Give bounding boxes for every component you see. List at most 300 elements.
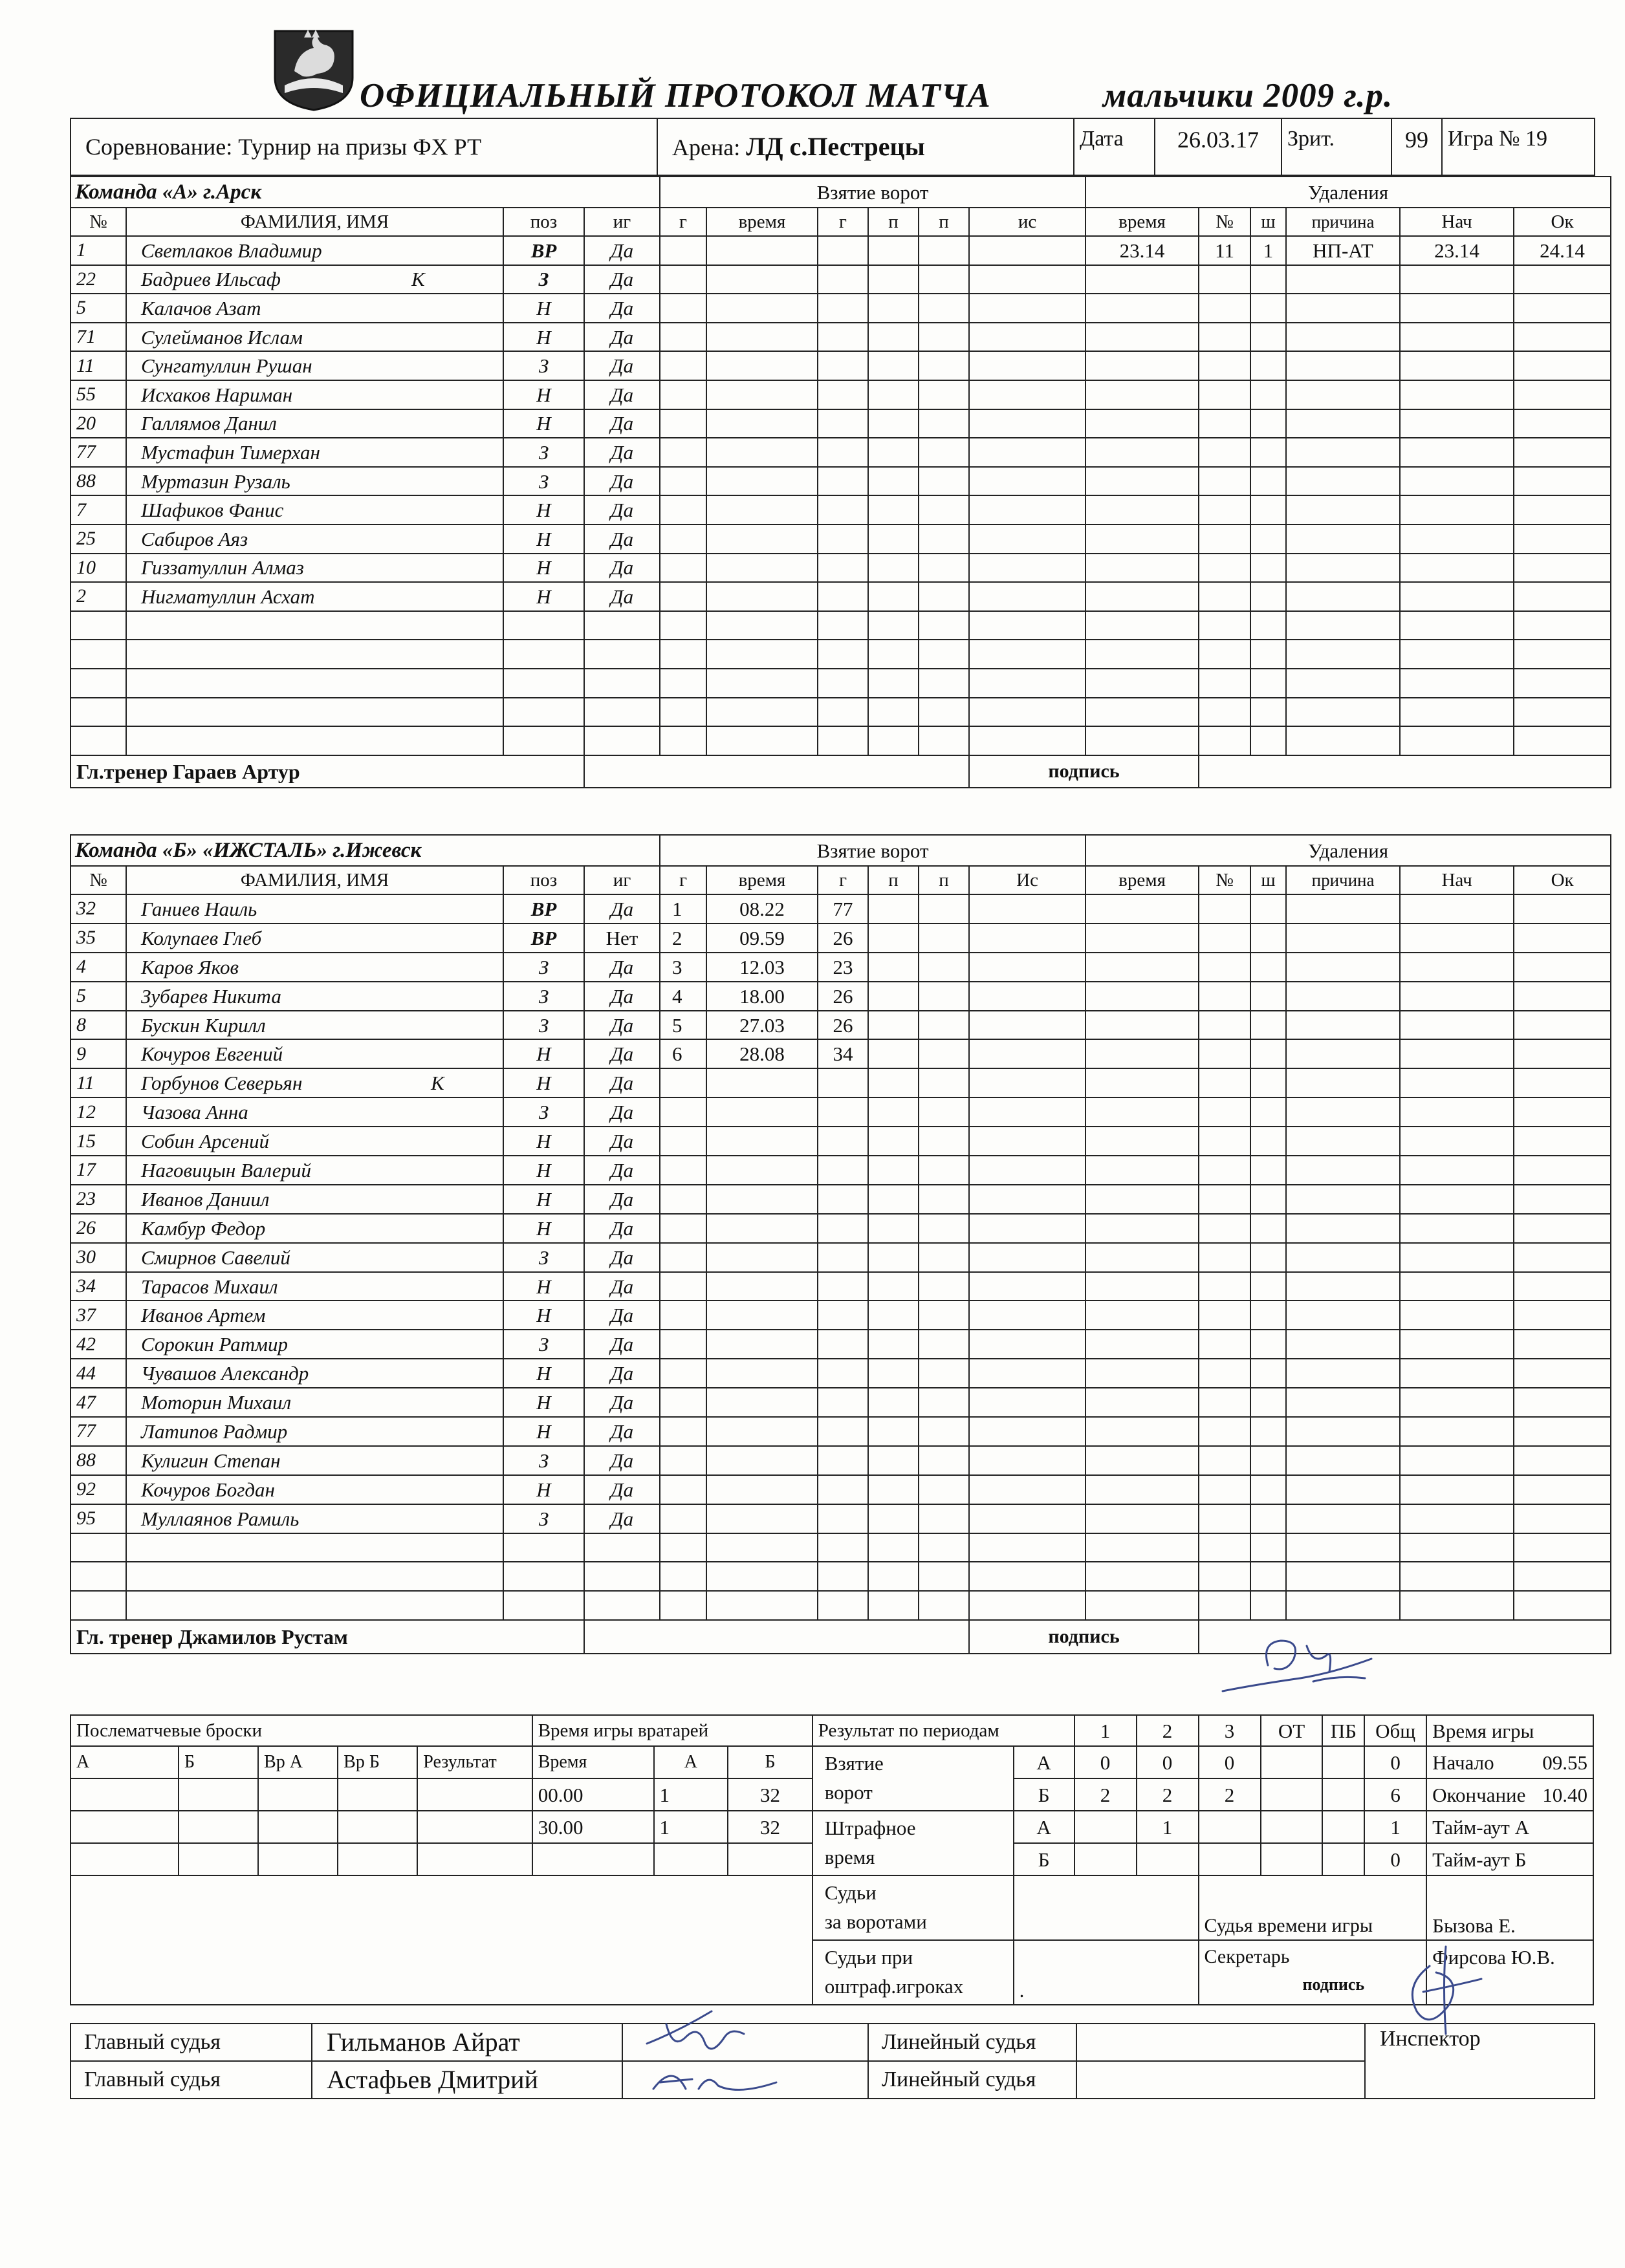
- goal-assist-1: [868, 953, 919, 982]
- penalty-minutes: [1250, 1475, 1286, 1504]
- player-name-text: Наговицын Валерий: [141, 1158, 312, 1182]
- player-played: Да: [584, 236, 660, 265]
- team-b-col-is_b-9: Ис: [969, 866, 1085, 894]
- penalty-time: [1085, 669, 1199, 698]
- penalty-start: [1400, 467, 1514, 496]
- goals-b-total: 6: [1364, 1778, 1426, 1811]
- player-name-text: Смирнов Савелий: [141, 1246, 290, 1269]
- team-b-col-num-0: №: [71, 866, 126, 894]
- player-played: Да: [584, 294, 660, 323]
- player-number: 71: [71, 323, 126, 352]
- goal-situation: [969, 323, 1085, 352]
- goal-situation: [969, 1156, 1085, 1185]
- player-number: 47: [71, 1388, 126, 1417]
- pen-a-ot: [1261, 1811, 1323, 1843]
- penalty-end: [1514, 669, 1611, 698]
- goal-scorer: [818, 1330, 868, 1359]
- goal-situation: [969, 698, 1085, 727]
- team-a-player-row: [71, 294, 1611, 323]
- penalty-end: [1514, 1039, 1611, 1068]
- goal-number: [660, 380, 706, 409]
- goal-scorer: [818, 1272, 868, 1301]
- penalty-time: [1085, 1185, 1199, 1214]
- team-b-coach: Гл. тренер Джамилов Рустам: [71, 1620, 584, 1654]
- penalty-reason: [1286, 1388, 1400, 1417]
- player-played: Да: [584, 438, 660, 467]
- team-a-player-row: [71, 582, 1611, 611]
- penalty-reason: [1286, 524, 1400, 554]
- goal-time: [706, 1214, 818, 1243]
- penalty-end: [1514, 953, 1611, 982]
- penalty-time: [1085, 582, 1199, 611]
- penalty-start: [1400, 409, 1514, 438]
- player-number: 44: [71, 1359, 126, 1388]
- team-b-col-pos-2: поз: [503, 866, 584, 894]
- penalty-time: 23.14: [1085, 236, 1199, 265]
- penalty-minutes: [1250, 640, 1286, 669]
- penalty-time: [1085, 1214, 1199, 1243]
- team-b-title: Команда «Б» «ИЖСТАЛЬ» г.Ижевск: [71, 835, 660, 866]
- competition-value: Турнир на призы ФХ РТ: [238, 134, 482, 160]
- team-b-coach-blank: [584, 1620, 969, 1654]
- goal-time: [706, 640, 818, 669]
- player-played: Да: [584, 953, 660, 982]
- goal-time: 12.03: [706, 953, 818, 982]
- start-time: 09.55: [1542, 1751, 1587, 1774]
- goal-number: [660, 1214, 706, 1243]
- penalty-end: [1514, 1475, 1611, 1504]
- penalty-minutes: [1250, 669, 1286, 698]
- penalty-player: [1199, 1097, 1250, 1127]
- player-name-text: Сулейманов Ислам: [141, 325, 303, 349]
- goal-scorer: 26: [818, 982, 868, 1011]
- shootout-header: Послематчевые броски: [71, 1715, 532, 1746]
- team-b-body: [71, 835, 1611, 1654]
- goal-situation: [969, 1417, 1085, 1446]
- penalty-start: [1400, 894, 1514, 923]
- goal-situation: [969, 640, 1085, 669]
- player-number: 10: [71, 554, 126, 583]
- player-played: Да: [584, 323, 660, 352]
- goal-assist-2: [919, 923, 969, 953]
- penalty-time: [1085, 698, 1199, 727]
- player-name-text: Латипов Радмир: [141, 1420, 288, 1443]
- goal-situation: [969, 1504, 1085, 1533]
- goal-assist-1: [868, 467, 919, 496]
- penalty-minutes: [1250, 1243, 1286, 1272]
- player-position: З: [503, 1330, 584, 1359]
- goal-assist-1: [868, 1214, 919, 1243]
- penalty-start: [1400, 923, 1514, 953]
- gk-row-2-a: 1: [654, 1811, 728, 1843]
- penalty-end: [1514, 894, 1611, 923]
- goal-time: [706, 1301, 818, 1330]
- penalty-time: [1085, 554, 1199, 583]
- goal-assist-1: [868, 495, 919, 524]
- player-number: 92: [71, 1475, 126, 1504]
- player-played: Да: [584, 351, 660, 380]
- goal-assist-1: [868, 409, 919, 438]
- goal-assist-1: [868, 236, 919, 265]
- penalty-minutes: [1250, 294, 1286, 323]
- penalty-start: [1400, 265, 1514, 294]
- gk-row-1-time: 00.00: [532, 1778, 654, 1811]
- player-name-text: Калачов Азат: [141, 296, 261, 319]
- goal-situation: [969, 1243, 1085, 1272]
- penalty-end: [1514, 1446, 1611, 1475]
- goal-situation: [969, 582, 1085, 611]
- goal-number: 4: [660, 982, 706, 1011]
- player-name: [126, 265, 503, 294]
- linesman-1-value: [1076, 2024, 1365, 2061]
- team-a-player-row: [71, 698, 1611, 727]
- penalty-time: [1085, 982, 1199, 1011]
- penalty-time: [1085, 1504, 1199, 1533]
- player-played: Да: [584, 1359, 660, 1388]
- match-info-table: [70, 118, 1595, 176]
- goal-number: [660, 1533, 706, 1562]
- timekeeper-label: Судья времени игры: [1199, 1875, 1427, 1940]
- team-b-goals-header: Взятие ворот: [660, 835, 1085, 866]
- goal-time: 27.03: [706, 1011, 818, 1040]
- player-played: Да: [584, 1011, 660, 1040]
- player-played: Да: [584, 409, 660, 438]
- player-name: [126, 1039, 503, 1068]
- referees-table: [70, 2023, 1595, 2099]
- team-b-col-pen_num-11: №: [1199, 866, 1250, 894]
- player-position: Н: [503, 1417, 584, 1446]
- team-a-player-row: [71, 524, 1611, 554]
- penalty-player: 11: [1199, 236, 1250, 265]
- player-name: [126, 1097, 503, 1127]
- team-b-player-row: [71, 1388, 1611, 1417]
- player-name-text: Камбур Федор: [141, 1216, 266, 1240]
- player-number: [71, 1562, 126, 1591]
- goal-time: [706, 495, 818, 524]
- penalty-reason: [1286, 640, 1400, 669]
- goal-time: [706, 611, 818, 640]
- player-number: 95: [71, 1504, 126, 1533]
- player-position: [503, 669, 584, 698]
- penalty-time: [1085, 524, 1199, 554]
- penalty-player: [1199, 380, 1250, 409]
- penalty-reason: [1286, 1330, 1400, 1359]
- penalty-player: [1199, 554, 1250, 583]
- penalty-player: [1199, 1301, 1250, 1330]
- player-name: [126, 1214, 503, 1243]
- goal-time: [706, 1272, 818, 1301]
- player-number: 42: [71, 1330, 126, 1359]
- player-name: [126, 1272, 503, 1301]
- penalty-minutes: [1250, 1068, 1286, 1097]
- goal-assist-2: [919, 1330, 969, 1359]
- player-number: 22: [71, 265, 126, 294]
- competition-label: Соревнование:: [85, 134, 233, 160]
- goal-number: [660, 1243, 706, 1272]
- goal-time: [706, 1127, 818, 1156]
- penalty-start: [1400, 1039, 1514, 1068]
- penalty-reason: [1286, 1068, 1400, 1097]
- penalty-player: [1199, 351, 1250, 380]
- goal-assist-2: [919, 409, 969, 438]
- penalty-minutes: [1250, 1011, 1286, 1040]
- penalty-start: [1400, 1504, 1514, 1533]
- goal-assist-1: [868, 726, 919, 755]
- goal-assist-2: [919, 495, 969, 524]
- player-name: [126, 640, 503, 669]
- team-b-player-row: [71, 1185, 1611, 1214]
- goal-assist-1: [868, 294, 919, 323]
- pen-a-p2: 1: [1137, 1811, 1199, 1843]
- penalty-player: [1199, 894, 1250, 923]
- goal-assist-2: [919, 1097, 969, 1127]
- goal-assist-1: [868, 611, 919, 640]
- penalty-reason: [1286, 351, 1400, 380]
- player-number: 30: [71, 1243, 126, 1272]
- penalty-player: [1199, 1011, 1250, 1040]
- goal-assist-2: [919, 1446, 969, 1475]
- player-name: [126, 1068, 503, 1097]
- protocol-title: ОФИЦИАЛЬНЫЙ ПРОТОКОЛ МАТЧА: [360, 77, 991, 114]
- player-position: [503, 611, 584, 640]
- goal-time: [706, 1156, 818, 1185]
- penalty-minutes: [1250, 1446, 1286, 1475]
- player-played: Да: [584, 1504, 660, 1533]
- pen-b-p2: [1137, 1843, 1199, 1875]
- summary-blank-area: [71, 1875, 812, 2005]
- penalty-reason: [1286, 1127, 1400, 1156]
- penalty-time: [1085, 294, 1199, 323]
- player-played: Да: [584, 894, 660, 923]
- penalty-end: [1514, 1272, 1611, 1301]
- goals-a-p3: 0: [1199, 1746, 1261, 1778]
- goal-time: 28.08: [706, 1039, 818, 1068]
- goal-assist-1: [868, 669, 919, 698]
- player-number: 32: [71, 894, 126, 923]
- player-played: Да: [584, 1243, 660, 1272]
- team-b-player-row: [71, 1417, 1611, 1446]
- goal-time: [706, 467, 818, 496]
- goal-assist-2: [919, 1359, 969, 1388]
- player-number: [71, 640, 126, 669]
- penalty-end: [1514, 1185, 1611, 1214]
- date-label: Дата: [1074, 118, 1155, 175]
- penalty-end: [1514, 1011, 1611, 1040]
- penalty-minutes: [1250, 1388, 1286, 1417]
- penalty-end: [1514, 1301, 1611, 1330]
- penalty-reason: [1286, 1533, 1400, 1562]
- goal-time: [706, 1591, 818, 1620]
- goal-situation: [969, 265, 1085, 294]
- goal-assist-2: [919, 524, 969, 554]
- goal-situation: [969, 611, 1085, 640]
- player-position: З: [503, 1243, 584, 1272]
- penalty-end: [1514, 1243, 1611, 1272]
- penalty-minutes: [1250, 495, 1286, 524]
- goal-number: [660, 495, 706, 524]
- player-played: Да: [584, 380, 660, 409]
- secretary-signature: [1384, 1940, 1494, 2037]
- penalty-player: [1199, 698, 1250, 727]
- player-name: [126, 669, 503, 698]
- goal-assist-2: [919, 1417, 969, 1446]
- goal-scorer: [818, 1068, 868, 1097]
- goal-time: [706, 726, 818, 755]
- period-ot: ОТ: [1261, 1715, 1323, 1746]
- penalty-time: [1085, 265, 1199, 294]
- player-position: [503, 1591, 584, 1620]
- goal-assist-1: [868, 1011, 919, 1040]
- penalty-player: [1199, 1272, 1250, 1301]
- goal-assist-2: [919, 265, 969, 294]
- player-number: 20: [71, 409, 126, 438]
- goal-assist-2: [919, 1011, 969, 1040]
- penalty-start: 23.14: [1400, 236, 1514, 265]
- penalty-minutes: [1250, 524, 1286, 554]
- pen-b-p1: [1074, 1843, 1137, 1875]
- goal-scorer: [818, 1301, 868, 1330]
- penalty-time: [1085, 894, 1199, 923]
- player-played: Да: [584, 1127, 660, 1156]
- team-a-player-row: [71, 554, 1611, 583]
- summary-table: [70, 1714, 1594, 2005]
- captain-mark: К: [431, 1072, 444, 1095]
- penalty-minutes: [1250, 1185, 1286, 1214]
- goal-time: 08.22: [706, 894, 818, 923]
- player-name-text: Чазова Анна: [141, 1101, 248, 1124]
- goal-assist-2: [919, 611, 969, 640]
- goal-situation: [969, 1011, 1085, 1040]
- player-position: Н: [503, 495, 584, 524]
- goal-situation: [969, 1127, 1085, 1156]
- period-1: 1: [1074, 1715, 1137, 1746]
- goal-assist-1: [868, 1272, 919, 1301]
- player-played: [584, 698, 660, 727]
- competition-cell: [71, 118, 657, 175]
- goal-situation: [969, 894, 1085, 923]
- goal-number: [660, 640, 706, 669]
- player-played: Да: [584, 1388, 660, 1417]
- penalty-player: [1199, 953, 1250, 982]
- goal-time: [706, 1417, 818, 1446]
- penalty-player: [1199, 726, 1250, 755]
- period-3: 3: [1199, 1715, 1261, 1746]
- penalty-reason: [1286, 323, 1400, 352]
- goals-label-2: ворот: [824, 1781, 873, 1804]
- goal-situation: [969, 495, 1085, 524]
- player-number: 34: [71, 1272, 126, 1301]
- penalty-start: [1400, 698, 1514, 727]
- penalty-end: [1514, 640, 1611, 669]
- penalty-start: [1400, 1097, 1514, 1127]
- goal-assist-1: [868, 380, 919, 409]
- penalty-start: [1400, 640, 1514, 669]
- goal-judges-label-1: Судьи: [824, 1881, 877, 1905]
- end-time: 10.40: [1542, 1783, 1587, 1806]
- goals-b-p3: 2: [1199, 1778, 1261, 1811]
- player-number: 77: [71, 438, 126, 467]
- player-name: [126, 1562, 503, 1591]
- penalty-minutes: [1250, 923, 1286, 953]
- penalty-reason: [1286, 669, 1400, 698]
- team-a-col-pen_time-10: время: [1085, 208, 1199, 236]
- team-b-col-a2-8: п: [919, 866, 969, 894]
- goal-assist-2: [919, 1039, 969, 1068]
- penalty-minutes: [1250, 1533, 1286, 1562]
- player-name: [126, 698, 503, 727]
- player-position: [503, 640, 584, 669]
- goal-number: [660, 1127, 706, 1156]
- player-position: З: [503, 982, 584, 1011]
- player-number: 1: [71, 236, 126, 265]
- penalty-minutes: [1250, 1562, 1286, 1591]
- goal-number: [660, 1301, 706, 1330]
- goal-assist-2: [919, 698, 969, 727]
- player-position: Н: [503, 409, 584, 438]
- player-name-text: Колупаев Глеб: [141, 926, 262, 949]
- head-referee-2: Астафьев Дмитрий: [312, 2061, 622, 2099]
- goal-scorer: [818, 1185, 868, 1214]
- goal-time: [706, 323, 818, 352]
- player-name: [126, 380, 503, 409]
- penalty-reason: [1286, 1156, 1400, 1185]
- penalty-minutes: [1250, 1214, 1286, 1243]
- penalty-minutes: [1250, 611, 1286, 640]
- goal-time: [706, 1185, 818, 1214]
- arena-value: ЛД с.Пестрецы: [746, 132, 925, 161]
- goal-assist-1: [868, 323, 919, 352]
- goals-b-p1: 2: [1074, 1778, 1137, 1811]
- penalty-player: [1199, 294, 1250, 323]
- arena-cell: [657, 118, 1074, 175]
- player-position: З: [503, 351, 584, 380]
- penalty-player: [1199, 923, 1250, 953]
- penalty-judges-label-2: оштраф.игроках: [824, 1975, 964, 1998]
- goal-scorer: 34: [818, 1039, 868, 1068]
- goal-situation: [969, 923, 1085, 953]
- penalty-start: [1400, 1417, 1514, 1446]
- goal-assist-2: [919, 1156, 969, 1185]
- team-b-player-row: [71, 953, 1611, 982]
- penalty-end: [1514, 1214, 1611, 1243]
- penalty-end: [1514, 467, 1611, 496]
- goal-number: [660, 1446, 706, 1475]
- player-played: [584, 1533, 660, 1562]
- goal-assist-2: [919, 894, 969, 923]
- player-position: З: [503, 1097, 584, 1127]
- penalty-minutes: [1250, 894, 1286, 923]
- player-position: [503, 1533, 584, 1562]
- penalty-reason: [1286, 495, 1400, 524]
- team-b-col-time-5: время: [706, 866, 818, 894]
- player-name-text: Моторин Михаил: [141, 1391, 292, 1414]
- goals-b-ot: [1261, 1778, 1323, 1811]
- player-number: 77: [71, 1417, 126, 1446]
- penalty-time: [1085, 640, 1199, 669]
- player-played: Да: [584, 1272, 660, 1301]
- gk-row-2-b: 32: [728, 1811, 812, 1843]
- team-b-player-row: [71, 1068, 1611, 1097]
- penalty-reason: [1286, 923, 1400, 953]
- penalty-player: [1199, 1533, 1250, 1562]
- penalty-minutes: [1250, 582, 1286, 611]
- goal-assist-2: [919, 1127, 969, 1156]
- penalty-reason: [1286, 467, 1400, 496]
- team-b-col-g-4: г: [660, 866, 706, 894]
- penalty-time: [1085, 953, 1199, 982]
- player-name-text: Светлаков Владимир: [141, 239, 322, 262]
- penalty-player: [1199, 265, 1250, 294]
